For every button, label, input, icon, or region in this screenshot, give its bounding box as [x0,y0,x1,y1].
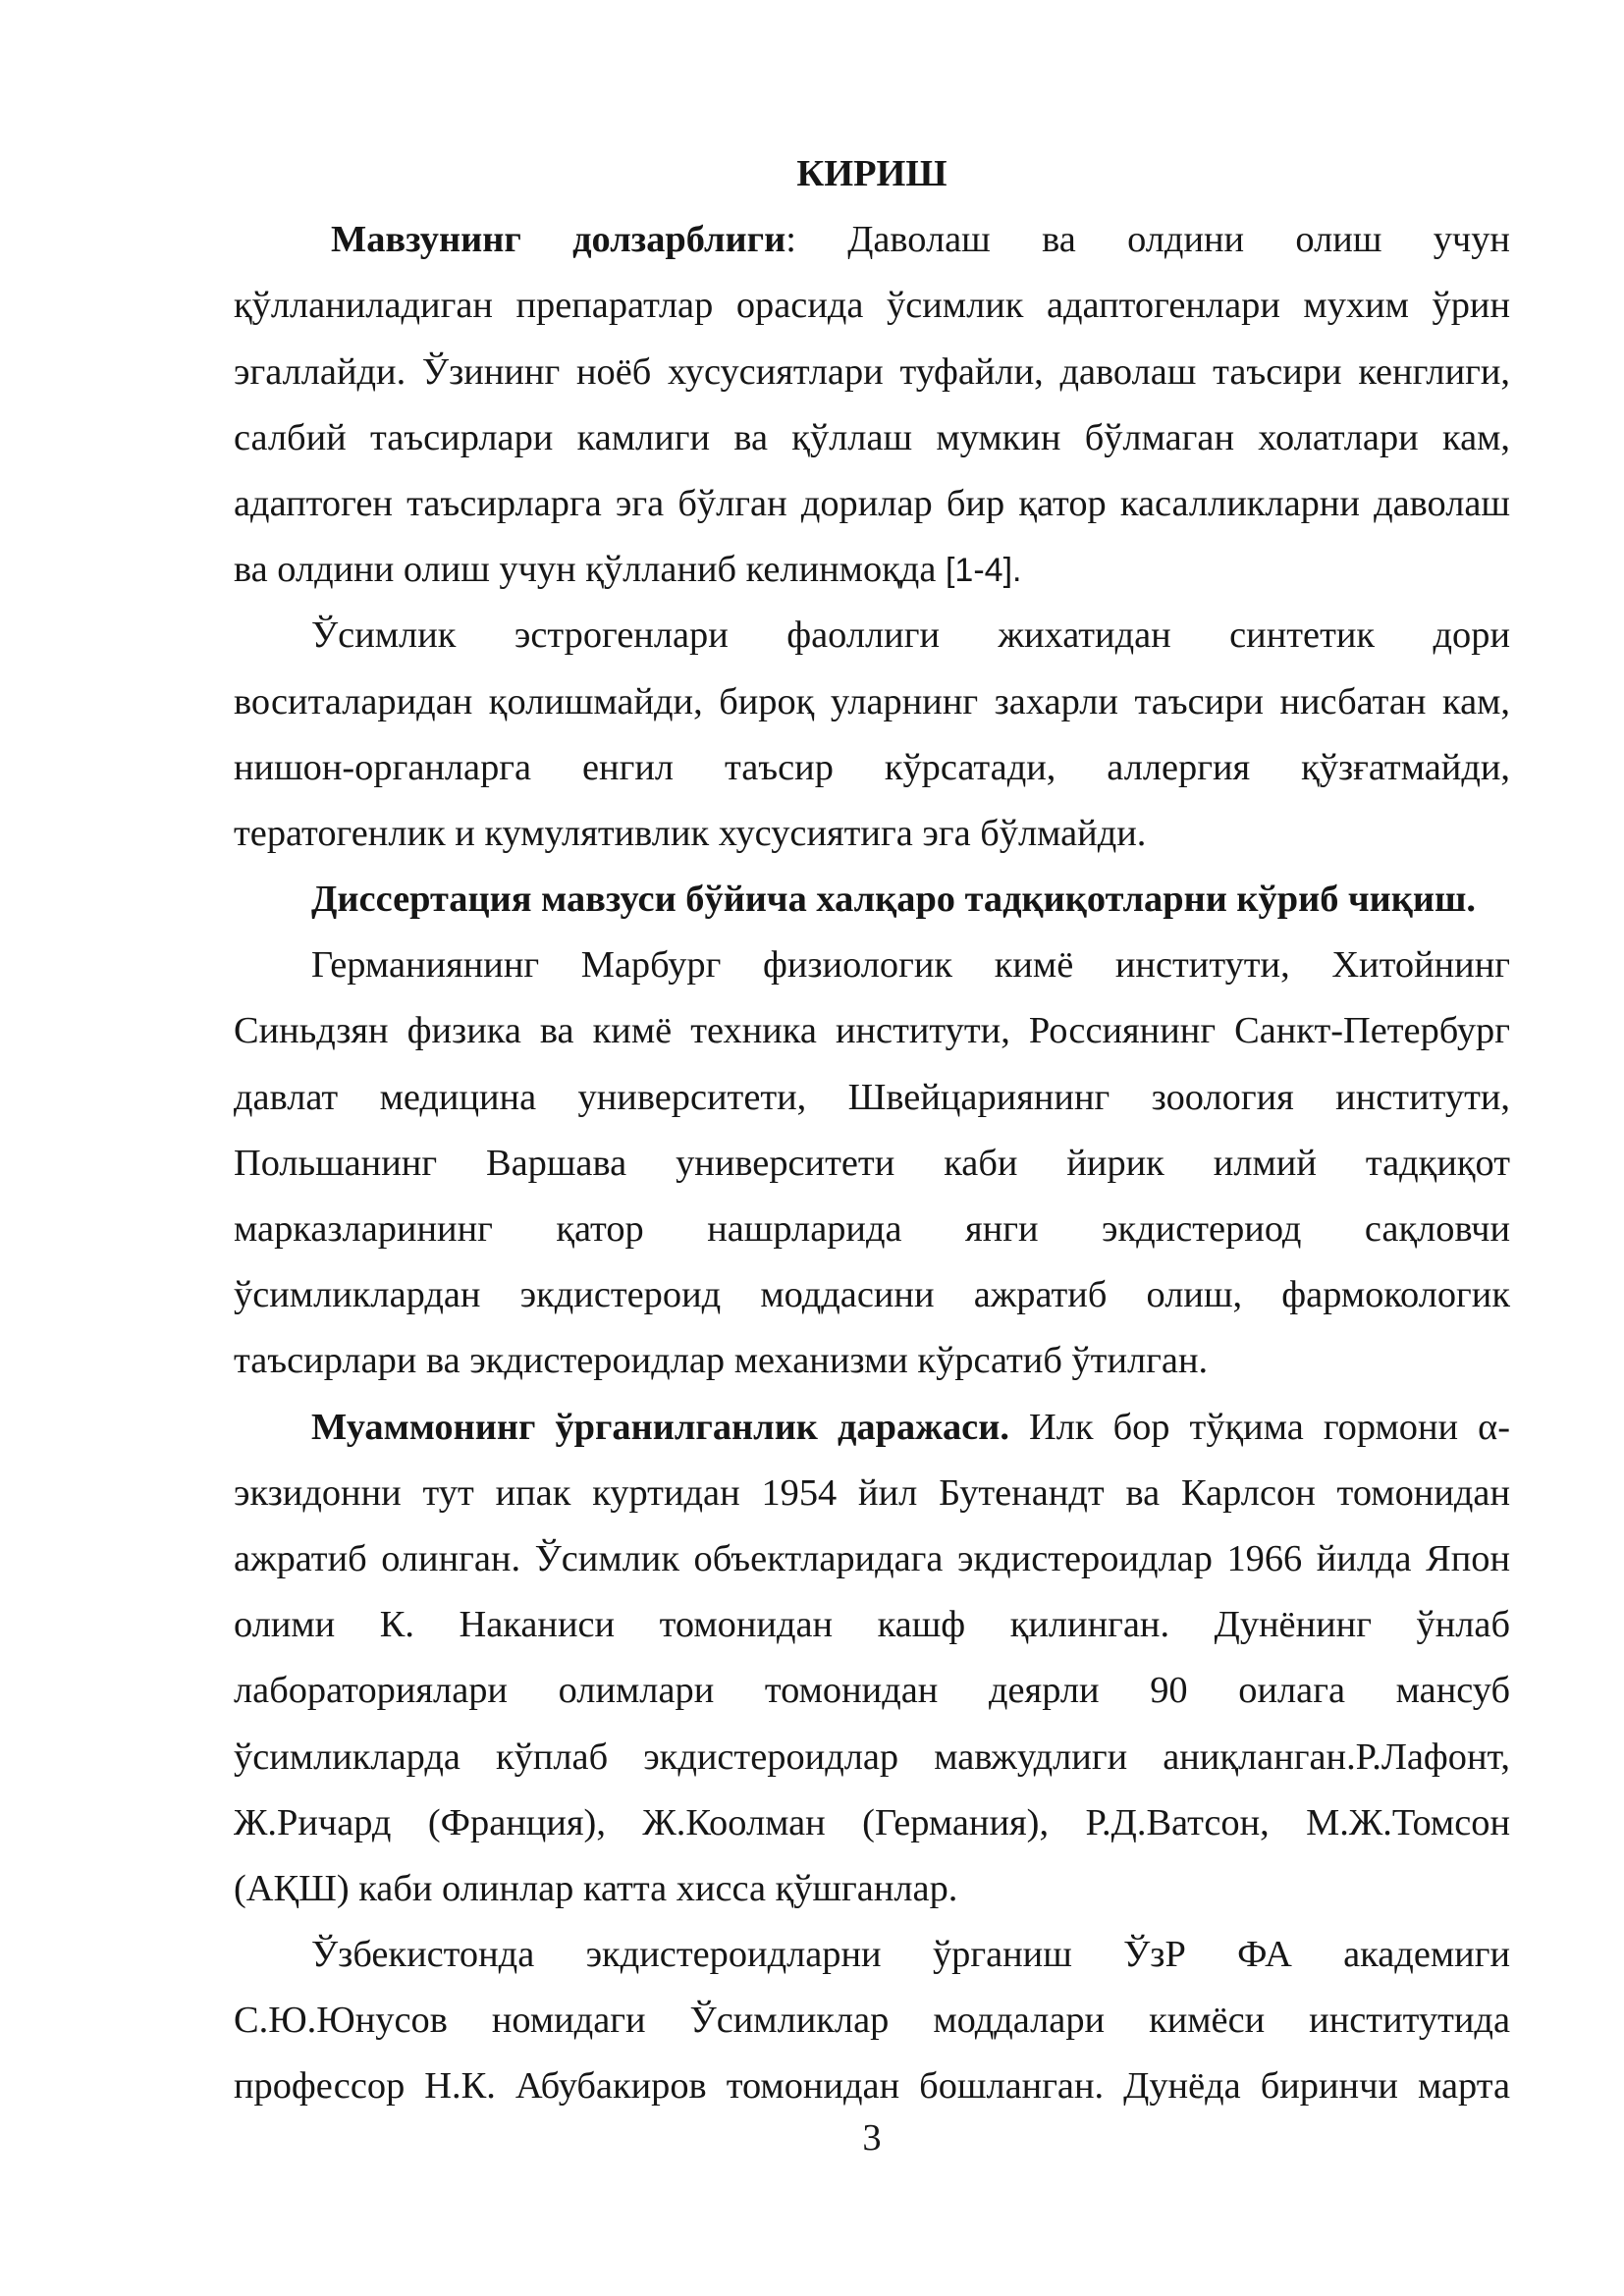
text-line: воситаларидан қолишмайди, бироқ уларнинг захарли таъсири нисбатан кам, [234,680,1510,722]
document-body [234,207,1510,2119]
text-line: Германиянинг Марбург физиологик кимё институти, Хитойнинг [311,944,1510,987]
page-title: КИРИШ [796,153,947,194]
line-text: ва олдини олиш учун қўлланиб келинмоқда [234,549,946,591]
text-line: (АҚШ) каби олинлар катта хисса қўшганлар. [234,1867,958,1909]
text-line: лабораториялари олимлари томонидан деярли 90 оилага мансуб [234,1670,1510,1712]
paragraph-uzbekistan [234,1922,1510,2120]
paragraph-international-research-heading [234,867,1510,933]
paragraph-plant-estrogens [234,603,1510,867]
text-line: Ўсимлик эстрогенлари фаоллиги жихатидан синтетик дори [311,614,1510,657]
text-line [234,1395,1510,1461]
text-line: нишон-органларга енгил таъсир кўрсатади, аллергия қўзғатмайди, [234,746,1510,788]
bold-lead: Мавзунинг долзарблиги [331,219,786,261]
text-line: Синьдзян физика ва кимё техника институти, Россиянинг Санкт-Петербург [234,1010,1510,1052]
text-line: қўлланиладиган препаратлар орасида ўсимлик адаптогенлари мухим ўрин [234,285,1510,327]
text-line: таъсирлари ва экдистероидлар механизми кўрсатиб ўтилган. [234,1340,1209,1382]
line-text: Илк бор тўқима гормони α- [1008,1406,1510,1448]
text-line: салбий таъсирлари камлиги ва қўллаш мумкин бўлмаган холатлари кам, [234,416,1510,458]
text-line: тератогенлик и кумулятивлик хусусиятига эга бўлмайди. [234,812,1147,854]
line-text: : Даволаш ва олдини олиш учун [785,219,1510,261]
text-line: олими К. Наканиси томонидан кашф қилинган. Дунёнинг ўнлаб [234,1604,1510,1646]
text-line: ўсимликларда кўплаб экдистероидлар мавжудлиги аниқланган.Р.Лафонт, [234,1735,1510,1778]
section-heading: Диссертация мавзуси бўйича халқаро тадқиқотларни кўриб чиқиш. [311,879,1477,921]
paragraph-degree-of-study [234,1395,1510,1923]
page-number: 3 [862,2117,882,2159]
bold-lead: Муаммонинг ўрганилганлик даражаси. [311,1406,1009,1448]
citation-reference: [1-4]. [945,552,1022,590]
text-line: адаптоген таъсирларга эга бўлган дорилар бир қатор касалликларни даволаш [234,482,1510,524]
text-line: экзидонни тут ипак куртидан 1954 йил Бутенандт ва Карлсон томонидан [234,1471,1510,1514]
text-line: Польшанинг Варшава университети каби йирик илмий тадқиқот [234,1142,1510,1184]
text-line: С.Ю.Юнусов номидаги Ўсимликлар моддалари кимёси институтида [234,2000,1510,2042]
text-line [234,207,1510,273]
paragraph-international-research [234,933,1510,1394]
text-line: Ўзбекистонда экдистероидларни ўрганиш ЎзР ФА академиги [311,1934,1510,1976]
text-line: ажратиб олинган. Ўсимлик объектларидага экдистероидлар 1966 йилда Япон [234,1537,1510,1579]
text-line: Ж.Ричард (Франция), Ж.Коолман (Германия), Р.Д.Ватсон, М.Ж.Томсон [234,1801,1510,1843]
text-line: ўсимликлардан экдистероид моддасини ажратиб олиш, фармокологик [234,1274,1510,1316]
text-line [234,537,1510,603]
text-line: давлат медицина университети, Швейцариянинг зоология институти, [234,1076,1510,1118]
text-line: марказларининг қатор нашрларида янги экдистериод сақловчи [234,1208,1510,1250]
text-line: профессор Н.К. Абубакиров томонидан бошланган. Дунёда биринчи марта [234,2065,1510,2108]
paragraph-relevance [234,207,1510,603]
text-line: эгаллайди. Ўзининг ноёб хусусиятлари туфайли, даволаш таъсири кенглиги, [234,350,1510,393]
